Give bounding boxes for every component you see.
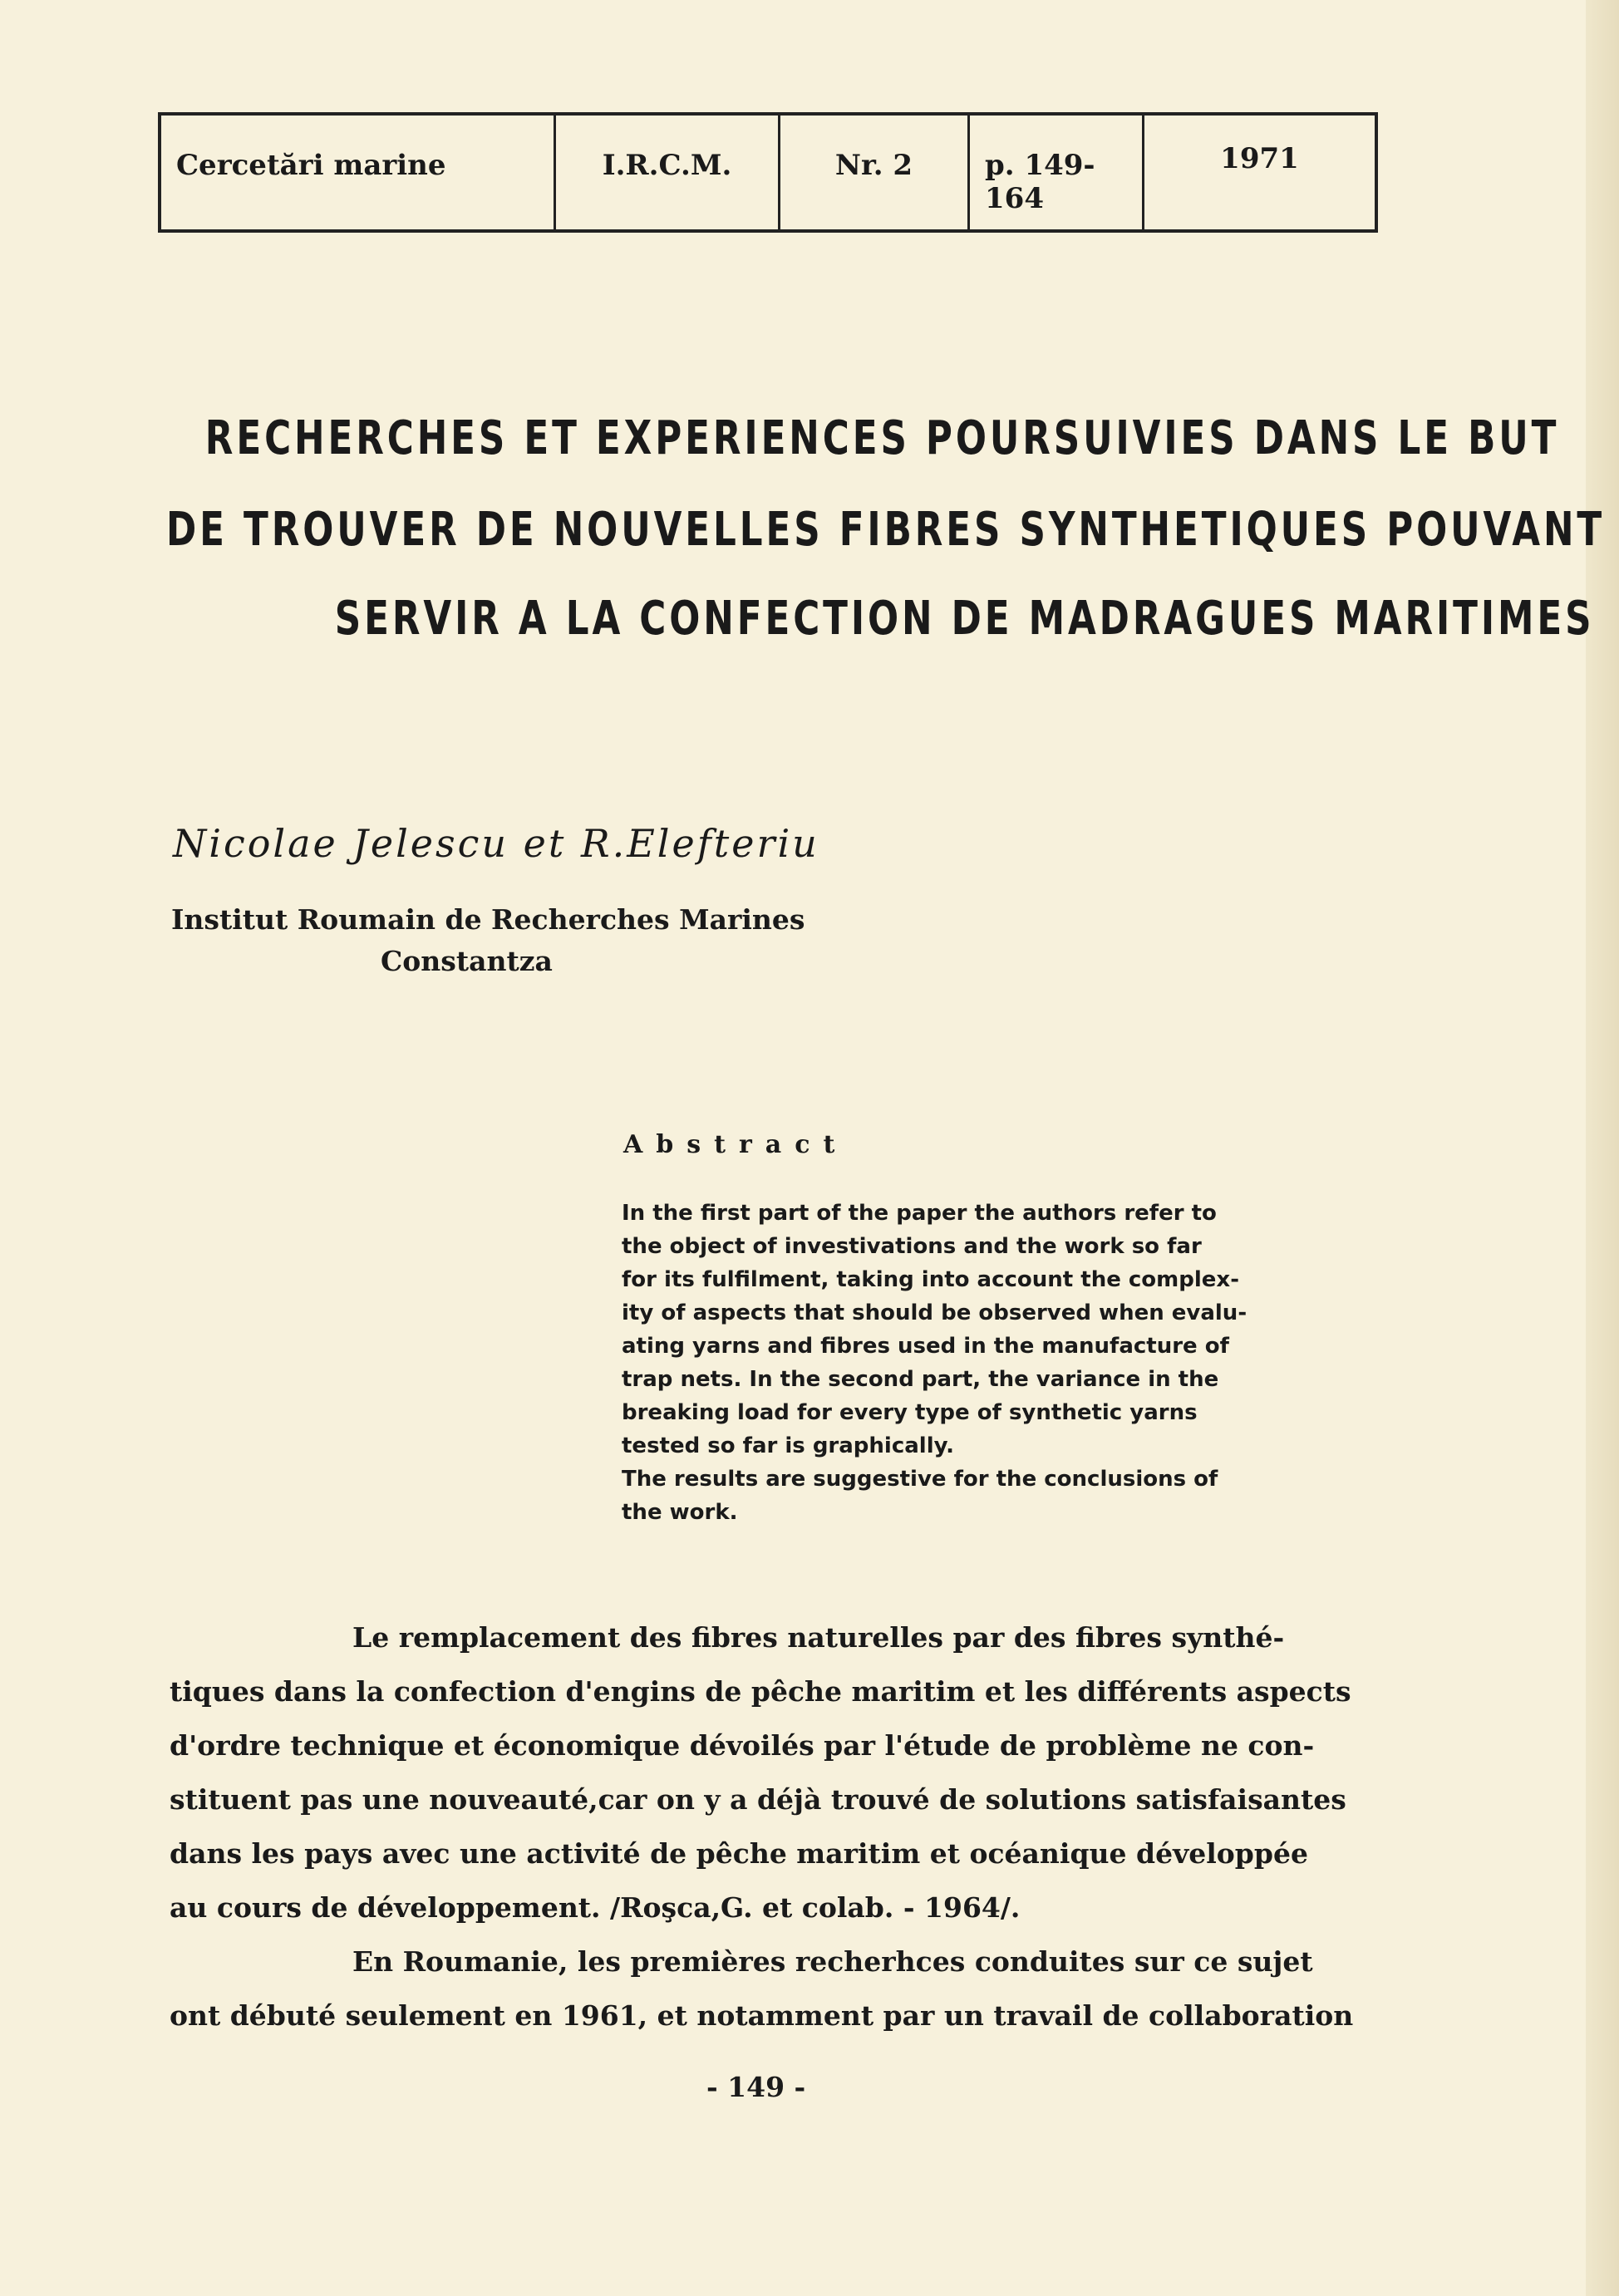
body-line: ont débuté seulement en 1961, et notamment par un travail de collaboration bbox=[170, 1999, 1354, 2032]
page-edge bbox=[1586, 0, 1619, 2296]
affiliation-institute: Institut Roumain de Recherches Marines bbox=[171, 903, 805, 936]
body-line: au cours de développement. /Roşca,G. et colab. - 1964/. bbox=[170, 1891, 1021, 1924]
abstract-line: The results are suggestive for the conclusions of bbox=[622, 1467, 1218, 1492]
authors: Nicolae Jelescu et R.Elefteriu bbox=[173, 821, 819, 866]
abstract-body bbox=[622, 1197, 1320, 1529]
page-range: p. 149-164 bbox=[970, 116, 1144, 229]
abstract-line: for its fulfilment, taking into account the complex- bbox=[622, 1267, 1239, 1292]
publication-year: 1971 bbox=[1220, 142, 1299, 175]
body-line: tiques dans la confection d'engins de pêche maritim et les différents aspects bbox=[170, 1675, 1351, 1708]
body-line: En Roumanie, les premières recherhces conduites sur ce sujet bbox=[352, 1945, 1313, 1978]
title-line: SERVIR A LA CONFECTION DE MADRAGUES MARITIMES bbox=[334, 592, 1595, 646]
abstract-line: the object of investivations and the work so far bbox=[622, 1234, 1202, 1259]
journal-header-table bbox=[158, 112, 1378, 233]
title-line: RECHERCHES ET EXPERIENCES POURSUIVIES DANS LE BUT bbox=[204, 411, 1560, 465]
institute-abbrev: I.R.C.M. bbox=[556, 116, 780, 229]
issue-number: Nr. 2 bbox=[780, 116, 970, 229]
body-text bbox=[170, 1610, 1400, 2043]
abstract-line: the work. bbox=[622, 1500, 738, 1525]
abstract-line: tested so far is graphically. bbox=[622, 1433, 955, 1458]
abstract-line: breaking load for every type of synthetic yarns bbox=[622, 1400, 1198, 1425]
affiliation-city: Constantza bbox=[381, 945, 553, 977]
title-line: DE TROUVER DE NOUVELLES FIBRES SYNTHETIQUES POUVANT bbox=[166, 503, 1606, 557]
abstract-heading: Abstract bbox=[623, 1130, 849, 1159]
body-line: stituent pas une nouveauté,car on y a déjà trouvé de solutions satisfaisantes bbox=[170, 1783, 1346, 1816]
body-line: Le remplacement des fibres naturelles par des fibres synthé- bbox=[352, 1621, 1285, 1654]
abstract-line: ating yarns and fibres used in the manufacture of bbox=[622, 1334, 1229, 1359]
journal-name: Cercetări marine bbox=[161, 116, 556, 229]
abstract-line: In the first part of the paper the authors refer to bbox=[622, 1201, 1217, 1226]
page-number: - 149 - bbox=[706, 2071, 806, 2103]
body-line: d'ordre technique et économique dévoilés par l'étude de problème ne con- bbox=[170, 1729, 1315, 1762]
body-line: dans les pays avec une activité de pêche maritim et océanique développée bbox=[170, 1837, 1308, 1870]
abstract-line: trap nets. In the second part, the variance in the bbox=[622, 1367, 1219, 1392]
abstract-line: ity of aspects that should be observed when evalu- bbox=[622, 1300, 1247, 1325]
